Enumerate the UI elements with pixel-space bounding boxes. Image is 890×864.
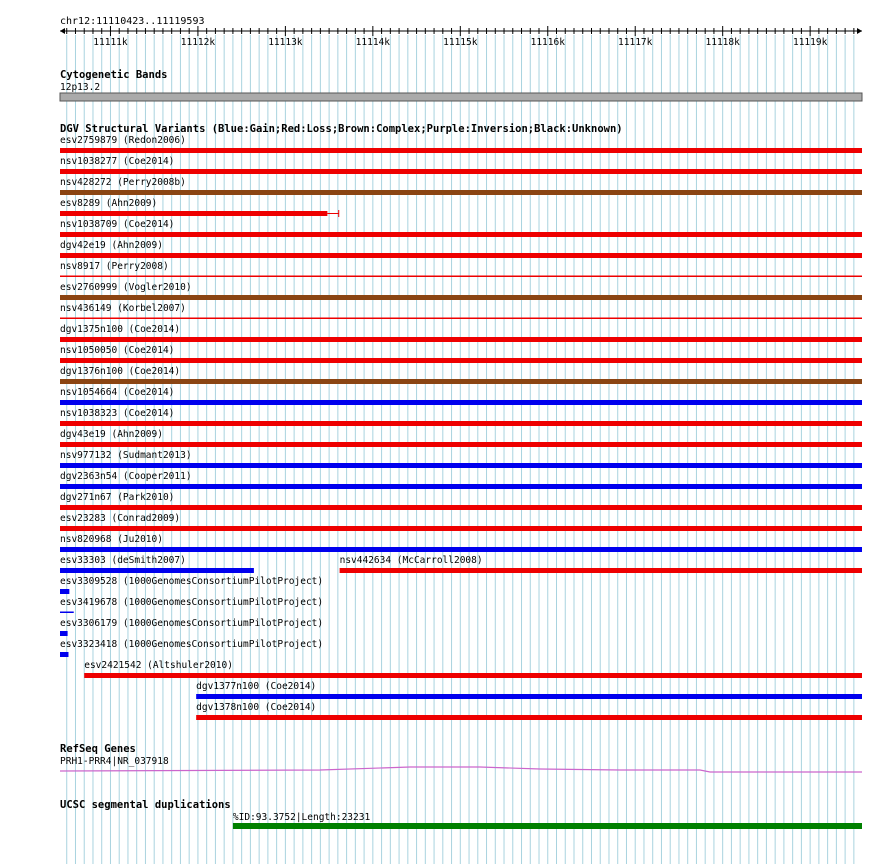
- sv-bar[interactable]: [84, 673, 862, 678]
- sv-bar[interactable]: [60, 568, 254, 573]
- refseq-gene-label: PRH1-PRR4|NR_037918: [60, 756, 169, 767]
- ruler-tick-label: 11114k: [355, 37, 391, 48]
- sv-bar[interactable]: [60, 652, 68, 657]
- sv-label: esv2421542 (Altshuler2010): [84, 660, 233, 671]
- region-label: chr12:11110423..11119593: [60, 16, 205, 27]
- sv-label: dgv2363n54 (Cooper2011): [60, 471, 192, 482]
- ruler-tick-label: 11115k: [443, 37, 478, 48]
- cytoband-bar[interactable]: [60, 93, 862, 101]
- sv-bar[interactable]: [60, 295, 862, 300]
- sv-label: dgv1377n100 (Coe2014): [196, 681, 317, 692]
- segdup-track-title: UCSC segmental duplications: [60, 799, 231, 811]
- sv-bar[interactable]: [60, 463, 862, 468]
- sv-label: nsv977132 (Sudmant2013): [60, 450, 192, 461]
- sv-bar[interactable]: [60, 211, 327, 216]
- sv-label: nsv1050050 (Coe2014): [60, 345, 175, 356]
- ruler-left-arrow: [60, 28, 65, 34]
- sv-label: esv8289 (Ahn2009): [60, 198, 158, 209]
- sv-bar[interactable]: [60, 318, 862, 320]
- cytoband-label: 12p13.2: [60, 82, 101, 93]
- sv-bar[interactable]: [60, 253, 862, 258]
- refseq-track-title: RefSeq Genes: [60, 743, 136, 755]
- ruler-track: [60, 16, 862, 48]
- sv-bar[interactable]: [60, 589, 69, 594]
- ruler-tick-label: 11116k: [530, 37, 565, 48]
- sv-bar[interactable]: [60, 505, 862, 510]
- sv-label: esv3323418 (1000GenomesConsortiumPilotProject): [60, 639, 324, 650]
- sv-bar[interactable]: [60, 421, 862, 426]
- sv-bar[interactable]: [196, 694, 862, 699]
- sv-label: nsv820968 (Ju2010): [60, 534, 163, 545]
- sv-label: dgv1375n100 (Coe2014): [60, 324, 181, 335]
- sv-bar[interactable]: [60, 400, 862, 405]
- sv-bar[interactable]: [60, 148, 862, 153]
- sv-label: dgv43e19 (Ahn2009): [60, 429, 163, 440]
- sv-bar[interactable]: [60, 169, 862, 174]
- segdup-label: %ID:93.3752|Length:23231: [232, 812, 371, 823]
- dgv-track-title: DGV Structural Variants (Blue:Gain;Red:Loss;Brown:Complex;Purple:Inversion;Black:Unknown): [60, 123, 623, 135]
- ruler-tick-label: 11119k: [792, 37, 828, 48]
- sv-bar[interactable]: [60, 358, 862, 363]
- sv-label: nsv442634 (McCarroll2008): [339, 555, 483, 566]
- sv-bar[interactable]: [60, 612, 74, 614]
- sv-label: esv23283 (Conrad2009): [60, 513, 181, 524]
- sv-bar[interactable]: [60, 337, 862, 342]
- sv-label: nsv1054664 (Coe2014): [60, 387, 175, 398]
- sv-label: nsv436149 (Korbel2007): [60, 303, 186, 314]
- sv-bar[interactable]: [60, 190, 862, 195]
- sv-label: dgv271n67 (Park2010): [60, 492, 175, 503]
- sv-label: nsv1038323 (Coe2014): [60, 408, 175, 419]
- sv-label: dgv1378n100 (Coe2014): [196, 702, 317, 713]
- sv-bar[interactable]: [60, 484, 862, 489]
- sv-bar[interactable]: [60, 379, 862, 384]
- sv-label: nsv8917 (Perry2008): [60, 261, 169, 272]
- sv-bar[interactable]: [60, 276, 862, 278]
- sv-label: nsv428272 (Perry2008b): [60, 177, 186, 188]
- sv-bar[interactable]: [60, 526, 862, 531]
- ruler-tick-label: 11117k: [618, 37, 653, 48]
- sv-label: nsv1038277 (Coe2014): [60, 156, 175, 167]
- ruler-tick-label: 11118k: [705, 37, 740, 48]
- sv-label: esv33303 (deSmith2007): [60, 555, 186, 566]
- sv-label: esv3306179 (1000GenomesConsortiumPilotProject): [60, 618, 324, 629]
- sv-bar[interactable]: [60, 631, 68, 636]
- ruler-ticks: [67, 26, 854, 48]
- cytoband-track-title: Cytogenetic Bands: [60, 69, 168, 81]
- ruler-right-arrow: [857, 28, 862, 34]
- sv-bar[interactable]: [60, 547, 862, 552]
- sv-label: esv2759879 (Redon2006): [60, 135, 186, 146]
- sv-label: dgv42e19 (Ahn2009): [60, 240, 163, 251]
- sv-label: esv2760999 (Vogler2010): [60, 282, 192, 293]
- sv-bar[interactable]: [60, 232, 862, 237]
- sv-label: esv3309528 (1000GenomesConsortiumPilotProject): [60, 576, 324, 587]
- sv-bar[interactable]: [60, 442, 862, 447]
- ruler-tick-label: 11112k: [180, 37, 216, 48]
- sv-label: esv3419678 (1000GenomesConsortiumPilotProject): [60, 597, 324, 608]
- sv-label: dgv1376n100 (Coe2014): [60, 366, 181, 377]
- sv-bar[interactable]: [340, 568, 862, 573]
- ruler-tick-label: 11111k: [93, 37, 128, 48]
- segdup-bar[interactable]: [233, 823, 862, 829]
- sv-bar[interactable]: [196, 715, 862, 720]
- ruler-tick-label: 11113k: [268, 37, 303, 48]
- sv-label: nsv1038709 (Coe2014): [60, 219, 175, 230]
